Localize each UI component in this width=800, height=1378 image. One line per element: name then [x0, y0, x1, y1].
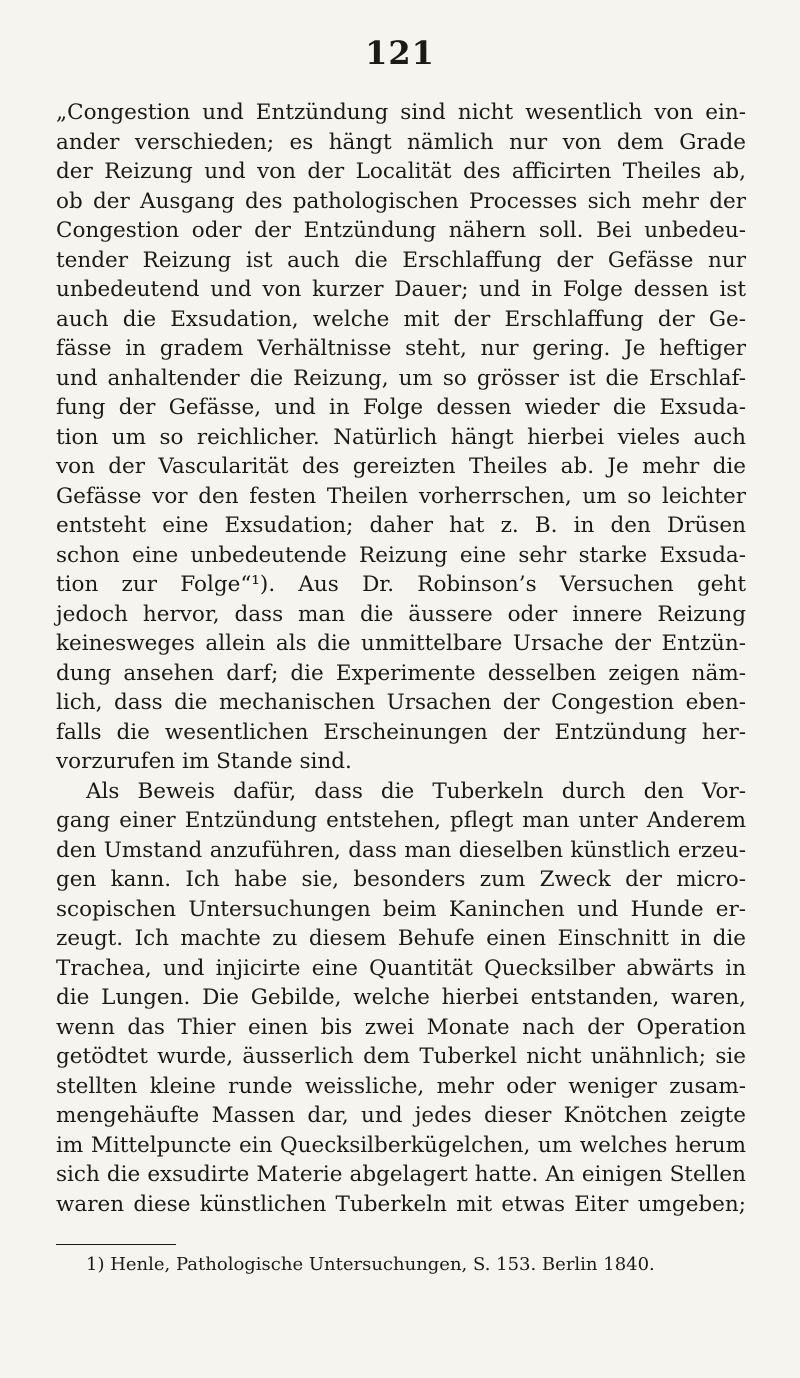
- text-line: fung der Gefässe, und in Folge dessen wieder die Exsuda-: [56, 395, 746, 420]
- text-line: tion um so reichlicher. Natürlich hängt hierbei vieles auch: [56, 424, 746, 450]
- text-line: ob der Ausgang des pathologischen Processes sich mehr der: [56, 188, 746, 214]
- body-text: [56, 98, 746, 1219]
- text-line: keinesweges allein als die unmittelbare Ursache der Entzün-: [56, 631, 746, 656]
- text-line: unbedeutend und von kurzer Dauer; und in Folge dessen ist: [56, 277, 746, 302]
- text-line: im Mittelpuncte ein Quecksilberkügelchen, um welches herum: [56, 1132, 746, 1158]
- text-line: fässe in gradem Verhältnisse steht, nur gering. Je heftiger: [56, 336, 746, 361]
- text-line: die Lungen. Die Gebilde, welche hierbei entstanden, waren,: [56, 985, 746, 1010]
- page-number: 121: [365, 34, 435, 72]
- footnote-rule: [56, 1244, 176, 1245]
- text-line: und anhaltender die Reizung, um so grösser ist die Erschlaf-: [56, 365, 746, 391]
- text-line: schon eine unbedeutende Reizung eine sehr starke Exsuda-: [56, 542, 746, 568]
- text-line: Congestion oder der Entzündung nähern soll. Bei unbedeu-: [56, 218, 746, 243]
- text-line: ander verschieden; es hängt nämlich nur von dem Grade: [56, 129, 746, 155]
- text-line: vorzurufen im Stande sind.: [56, 749, 352, 774]
- text-line: Trachea, und injicirte eine Quantität Quecksilber abwärts in: [56, 955, 746, 981]
- text-line: entsteht eine Exsudation; daher hat z. B. in den Drüsen: [56, 513, 746, 538]
- text-line: scopischen Untersuchungen beim Kaninchen und Hunde er-: [56, 896, 746, 922]
- text-line: jedoch hervor, dass man die äussere oder innere Reizung: [56, 601, 746, 627]
- text-line: der Reizung und von der Localität des afficirten Theiles ab,: [56, 159, 746, 184]
- text-line: tion zur Folge“¹). Aus Dr. Robinson’s Versuchen geht: [56, 572, 746, 597]
- text-line: dung ansehen darf; die Experimente desselben zeigen näm-: [56, 660, 746, 686]
- text-line: den Umstand anzuführen, dass man dieselben künstlich erzeu-: [56, 837, 746, 863]
- text-line: stellten kleine runde weissliche, mehr oder weniger zusam-: [56, 1073, 746, 1099]
- footnote: 1) Henle, Pathologische Untersuchungen, S. 153. Berlin 1840.: [86, 1254, 655, 1275]
- text-line: waren diese künstlichen Tuberkeln mit etwas Eiter umgeben;: [56, 1191, 746, 1217]
- text-line: falls die wesentlichen Erscheinungen der Entzündung her-: [56, 719, 746, 745]
- text-line: zeugt. Ich machte zu diesem Behufe einen Einschnitt in die: [56, 926, 746, 951]
- text-line: Gefässe vor den festen Theilen vorherrschen, um so leichter: [56, 483, 746, 509]
- text-line: auch die Exsudation, welche mit der Erschlaffung der Ge-: [56, 306, 746, 332]
- text-line: von der Vascularität des gereizten Theiles ab. Je mehr die: [56, 454, 746, 479]
- text-line: Als Beweis dafür, dass die Tuberkeln durch den Vor-: [86, 778, 746, 804]
- text-line: gen kann. Ich habe sie, besonders zum Zweck der micro-: [56, 867, 746, 892]
- text-line: „Congestion und Entzündung sind nicht wesentlich von ein-: [56, 100, 746, 125]
- text-line: wenn das Thier einen bis zwei Monate nach der Operation: [56, 1014, 746, 1040]
- text-line: sich die exsudirte Materie abgelagert hatte. An einigen Stellen: [56, 1162, 746, 1187]
- text-line: tender Reizung ist auch die Erschlaffung der Gefässe nur: [56, 247, 746, 273]
- text-line: lich, dass die mechanischen Ursachen der Congestion eben-: [56, 690, 746, 715]
- text-line: getödtet wurde, äusserlich dem Tuberkel nicht unähnlich; sie: [56, 1044, 746, 1069]
- text-line: gang einer Entzündung entstehen, pflegt man unter Anderem: [56, 808, 746, 833]
- text-line: mengehäufte Massen dar, und jedes dieser Knötchen zeigte: [56, 1103, 746, 1128]
